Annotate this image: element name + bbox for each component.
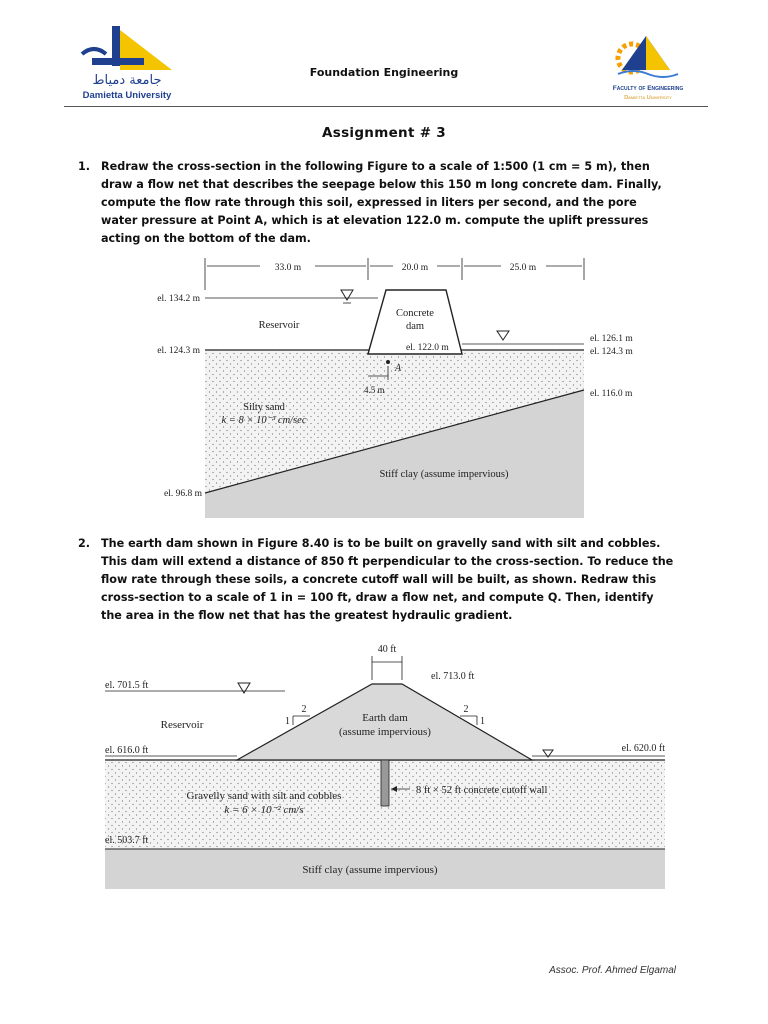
elevation-ground-left: el. 124.3 m [157, 346, 200, 356]
elevation-clay-right: el. 116.0 m [590, 389, 633, 399]
elevation-ground-right: el. 124.3 m [590, 347, 633, 357]
dam-label-line1: Earth dam [362, 712, 408, 724]
elevation-tailwater: el. 620.0 ft [621, 743, 665, 754]
water-level-symbol [238, 683, 250, 693]
dimension-25m: 25.0 m [509, 263, 537, 273]
logo-faculty-name: Faculty of Engineering [612, 85, 684, 92]
point-a-label: A [395, 363, 402, 374]
soil-label: Silty sand [243, 402, 285, 413]
point-a-marker [386, 360, 390, 364]
question-number: 1. [78, 160, 91, 173]
reservoir-label: Reservoir [160, 719, 204, 731]
elevation-clay: el. 503.7 ft [105, 835, 149, 846]
question-text: The earth dam shown in Figure 8.40 is to be built on gravelly sand with silt and cobbles. This dam will extend a distance of 850 ft perpendicular to the cross-section. To reduce the flow rate through these soils, a concrete cutoff wall will be built, as shown. Redraw this cross-section to a scale of 1 in = 100 ft, draw a flow net, and compute Q. Then, identify the area in the flow net that has the greatest hydraulic gradient. [101, 537, 674, 622]
offset-label: 4.5 m [364, 385, 385, 395]
soil-label: Gravelly sand with silt and cobbles [186, 790, 342, 802]
cutoff-wall-label: 8 ft × 52 ft concrete cutoff wall [416, 785, 548, 796]
elevation-tailwater: el. 126.1 m [590, 334, 633, 344]
elevation-clay-left: el. 96.8 m [164, 489, 202, 499]
dimension-33m: 33.0 m [274, 263, 302, 273]
elevation-water: el. 701.5 ft [105, 680, 149, 691]
elevation-ground-left: el. 616.0 ft [105, 745, 149, 756]
faculty-of-engineering-logo [598, 30, 698, 105]
logo-university-subtitle: Damietta University [624, 95, 672, 101]
question-2 [80, 535, 674, 625]
reservoir-label: Reservoir [258, 320, 300, 331]
tailwater-level-symbol [497, 331, 509, 340]
elevation-crest: el. 713.0 ft [431, 671, 475, 682]
elevation-dam-base: el. 122.0 m [406, 343, 449, 353]
elevation-water: el. 134.2 m [157, 294, 200, 304]
earth-dam-cross-section-figure [100, 638, 670, 893]
clay-label: Stiff clay (assume impervious) [379, 469, 509, 480]
logo-university-name: Damietta University [82, 90, 172, 101]
damietta-university-logo [72, 24, 182, 104]
cutoff-wall [381, 760, 389, 806]
question-number: 2. [78, 537, 91, 550]
logo-arabic-text: جامعة دمياط [92, 73, 162, 88]
question-1 [80, 158, 674, 248]
clay-label: Stiff clay (assume impervious) [302, 864, 438, 876]
slope-right-vertical: 1 [480, 716, 485, 727]
permeability-label: k = 6 × 10⁻² cm/s [224, 804, 304, 816]
assignment-title: Assignment # 3 [321, 125, 446, 141]
question-text: Redraw the cross-section in the following Figure to a scale of 1:500 (1 cm = 5 m), then draw a flow net that describes the seepage below this 150 m long concrete dam. Finally, compute the flow rate through this soil, expressed in liters per second, and the pore water pressure at Point A, which is at elevation 122.0 m. compute the uplift pressures acting on the bottom of the dam. [101, 160, 662, 245]
slope-left-vertical: 1 [285, 716, 290, 727]
slope-left-horizontal: 2 [301, 704, 307, 715]
dam-label-line1: Concrete [396, 308, 434, 319]
dimension-20m: 20.0 m [401, 263, 429, 273]
permeability-label: k = 8 × 10⁻³ cm/sec [221, 415, 307, 426]
crest-width-label: 40 ft [377, 644, 397, 655]
dam-label-line2: (assume impervious) [339, 726, 431, 738]
dam-label-line2: dam [405, 321, 425, 332]
slope-right-horizontal: 2 [463, 704, 469, 715]
concrete-dam-cross-section-figure [110, 250, 650, 520]
water-level-symbol [341, 290, 353, 300]
author-signature: Assoc. Prof. Ahmed Elgamal [549, 965, 676, 976]
course-title: Foundation Engineering [309, 66, 459, 79]
header-divider [64, 106, 708, 107]
